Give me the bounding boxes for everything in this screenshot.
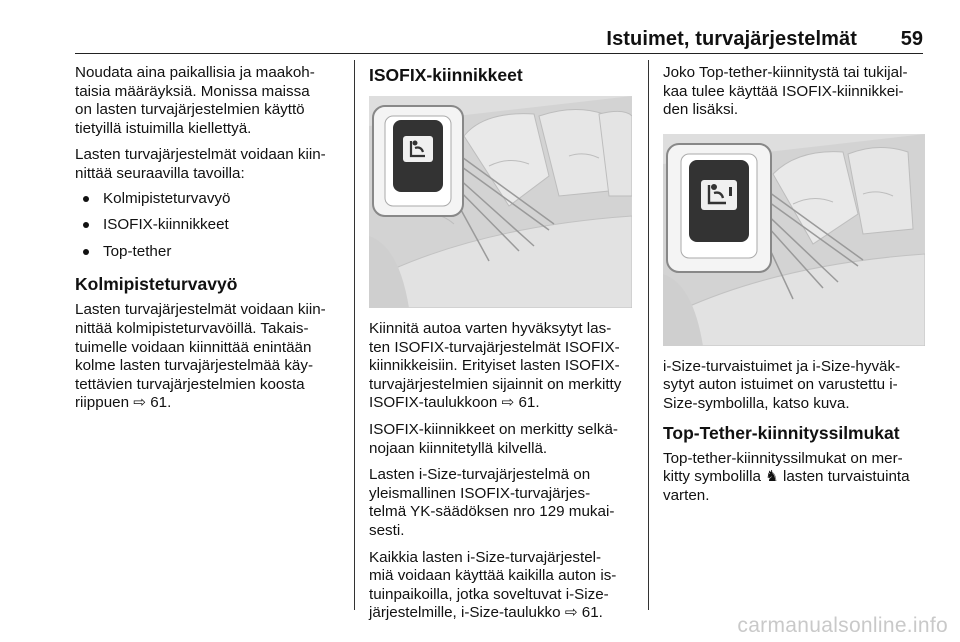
- bullet-icon: [83, 222, 89, 228]
- page-title: Istuimet, turvajärjestelmät: [606, 28, 857, 50]
- page-header: [75, 26, 923, 54]
- section-heading-three-point-belt: Kolmipisteturvavyö: [75, 274, 238, 295]
- isize-paragraph-1: Lasten i-Size-turvajärjestelmä on yleismallinen ISOFIX-turvajärjes- telmä YK-säädöksen nro 129 mukai- sesti.: [369, 466, 615, 539]
- column-2: [369, 64, 634, 631]
- bullet-icon: [83, 196, 89, 202]
- list-item: Kolmipisteturvavyö: [75, 190, 343, 209]
- page-number: 59: [900, 28, 923, 50]
- isize-paragraph-2: Kaikkia lasten i-Size-turvajärjestel- miä voidaan käyttää kaikilla auton is- tuinpaikoilla, jotka soveltuvat i-Size- järjestelmille, i-Size-taulukko ⇨ 61.: [369, 548, 617, 622]
- header-rule: [75, 53, 923, 54]
- isofix-paragraph-1: Kiinnitä autoa varten hyväksytyt las- ten ISOFIX-turvajärjestelmät ISOFIX- kiinnikkeisiin. Erityiset lasten ISOFIX- turvajärjestelmien sijainnit on merkitty ISOFIX-taulukkoon ⇨ 61.: [369, 320, 622, 412]
- column-3: [663, 64, 925, 513]
- section-heading-top-tether: Top-Tether-kiinnityssilmukat: [663, 422, 900, 443]
- methods-list: [75, 190, 343, 262]
- column-divider-left: [354, 60, 355, 610]
- bullet-icon: [83, 249, 89, 255]
- section-heading-isofix: ISOFIX-kiinnikkeet: [369, 65, 523, 85]
- isofix-paragraph-2: ISOFIX-kiinnikkeet on merkitty selkä- nojaan kiinnitetyllä kilvellä.: [369, 420, 618, 457]
- methods-paragraph: Lasten turvajärjestelmät voidaan kiin- nittää seuraavilla tavoilla:: [75, 146, 326, 182]
- isize-seat-illustration: [663, 134, 925, 346]
- isofix-seat-illustration: [369, 96, 632, 308]
- list-item: Top-tether: [75, 243, 343, 262]
- top-tether-paragraph: Top-tether-kiinnityssilmukat on mer- kitty symbolilla ♞ lasten turvaistuinta varten.: [663, 449, 910, 504]
- top-tether-note-paragraph: Joko Top-tether-kiinnitystä tai tukijal- kaa tulee käyttää ISOFIX-kiinnikkei- den lisäksi.: [663, 64, 908, 119]
- watermark-text: carmanualsonline.info: [737, 614, 948, 637]
- isize-symbol-paragraph: i-Size-turvaistuimet ja i-Size-hyväk- sytyt auton istuimet on varustettu i- Size-symbolilla, katso kuva.: [663, 357, 901, 412]
- list-item: ISOFIX-kiinnikkeet: [75, 216, 343, 235]
- column-divider-right: [648, 60, 649, 610]
- three-point-belt-paragraph: Lasten turvajärjestelmät voidaan kiin- nittää kolmipisteturvavöillä. Takais- tuimelle voidaan kiinnittää enintään kolme lasten turvajärjestelmää käy- tettävien turvajärjestelmien koosta riippuen ⇨ 61.: [75, 301, 326, 412]
- column-1: [75, 64, 343, 421]
- intro-paragraph: Noudata aina paikallisia ja maakoh- taisia määräyksiä. Monissa maissa on lasten turvajärjestelmien käyttö tietyillä istuimilla kiellettyä.: [75, 64, 315, 137]
